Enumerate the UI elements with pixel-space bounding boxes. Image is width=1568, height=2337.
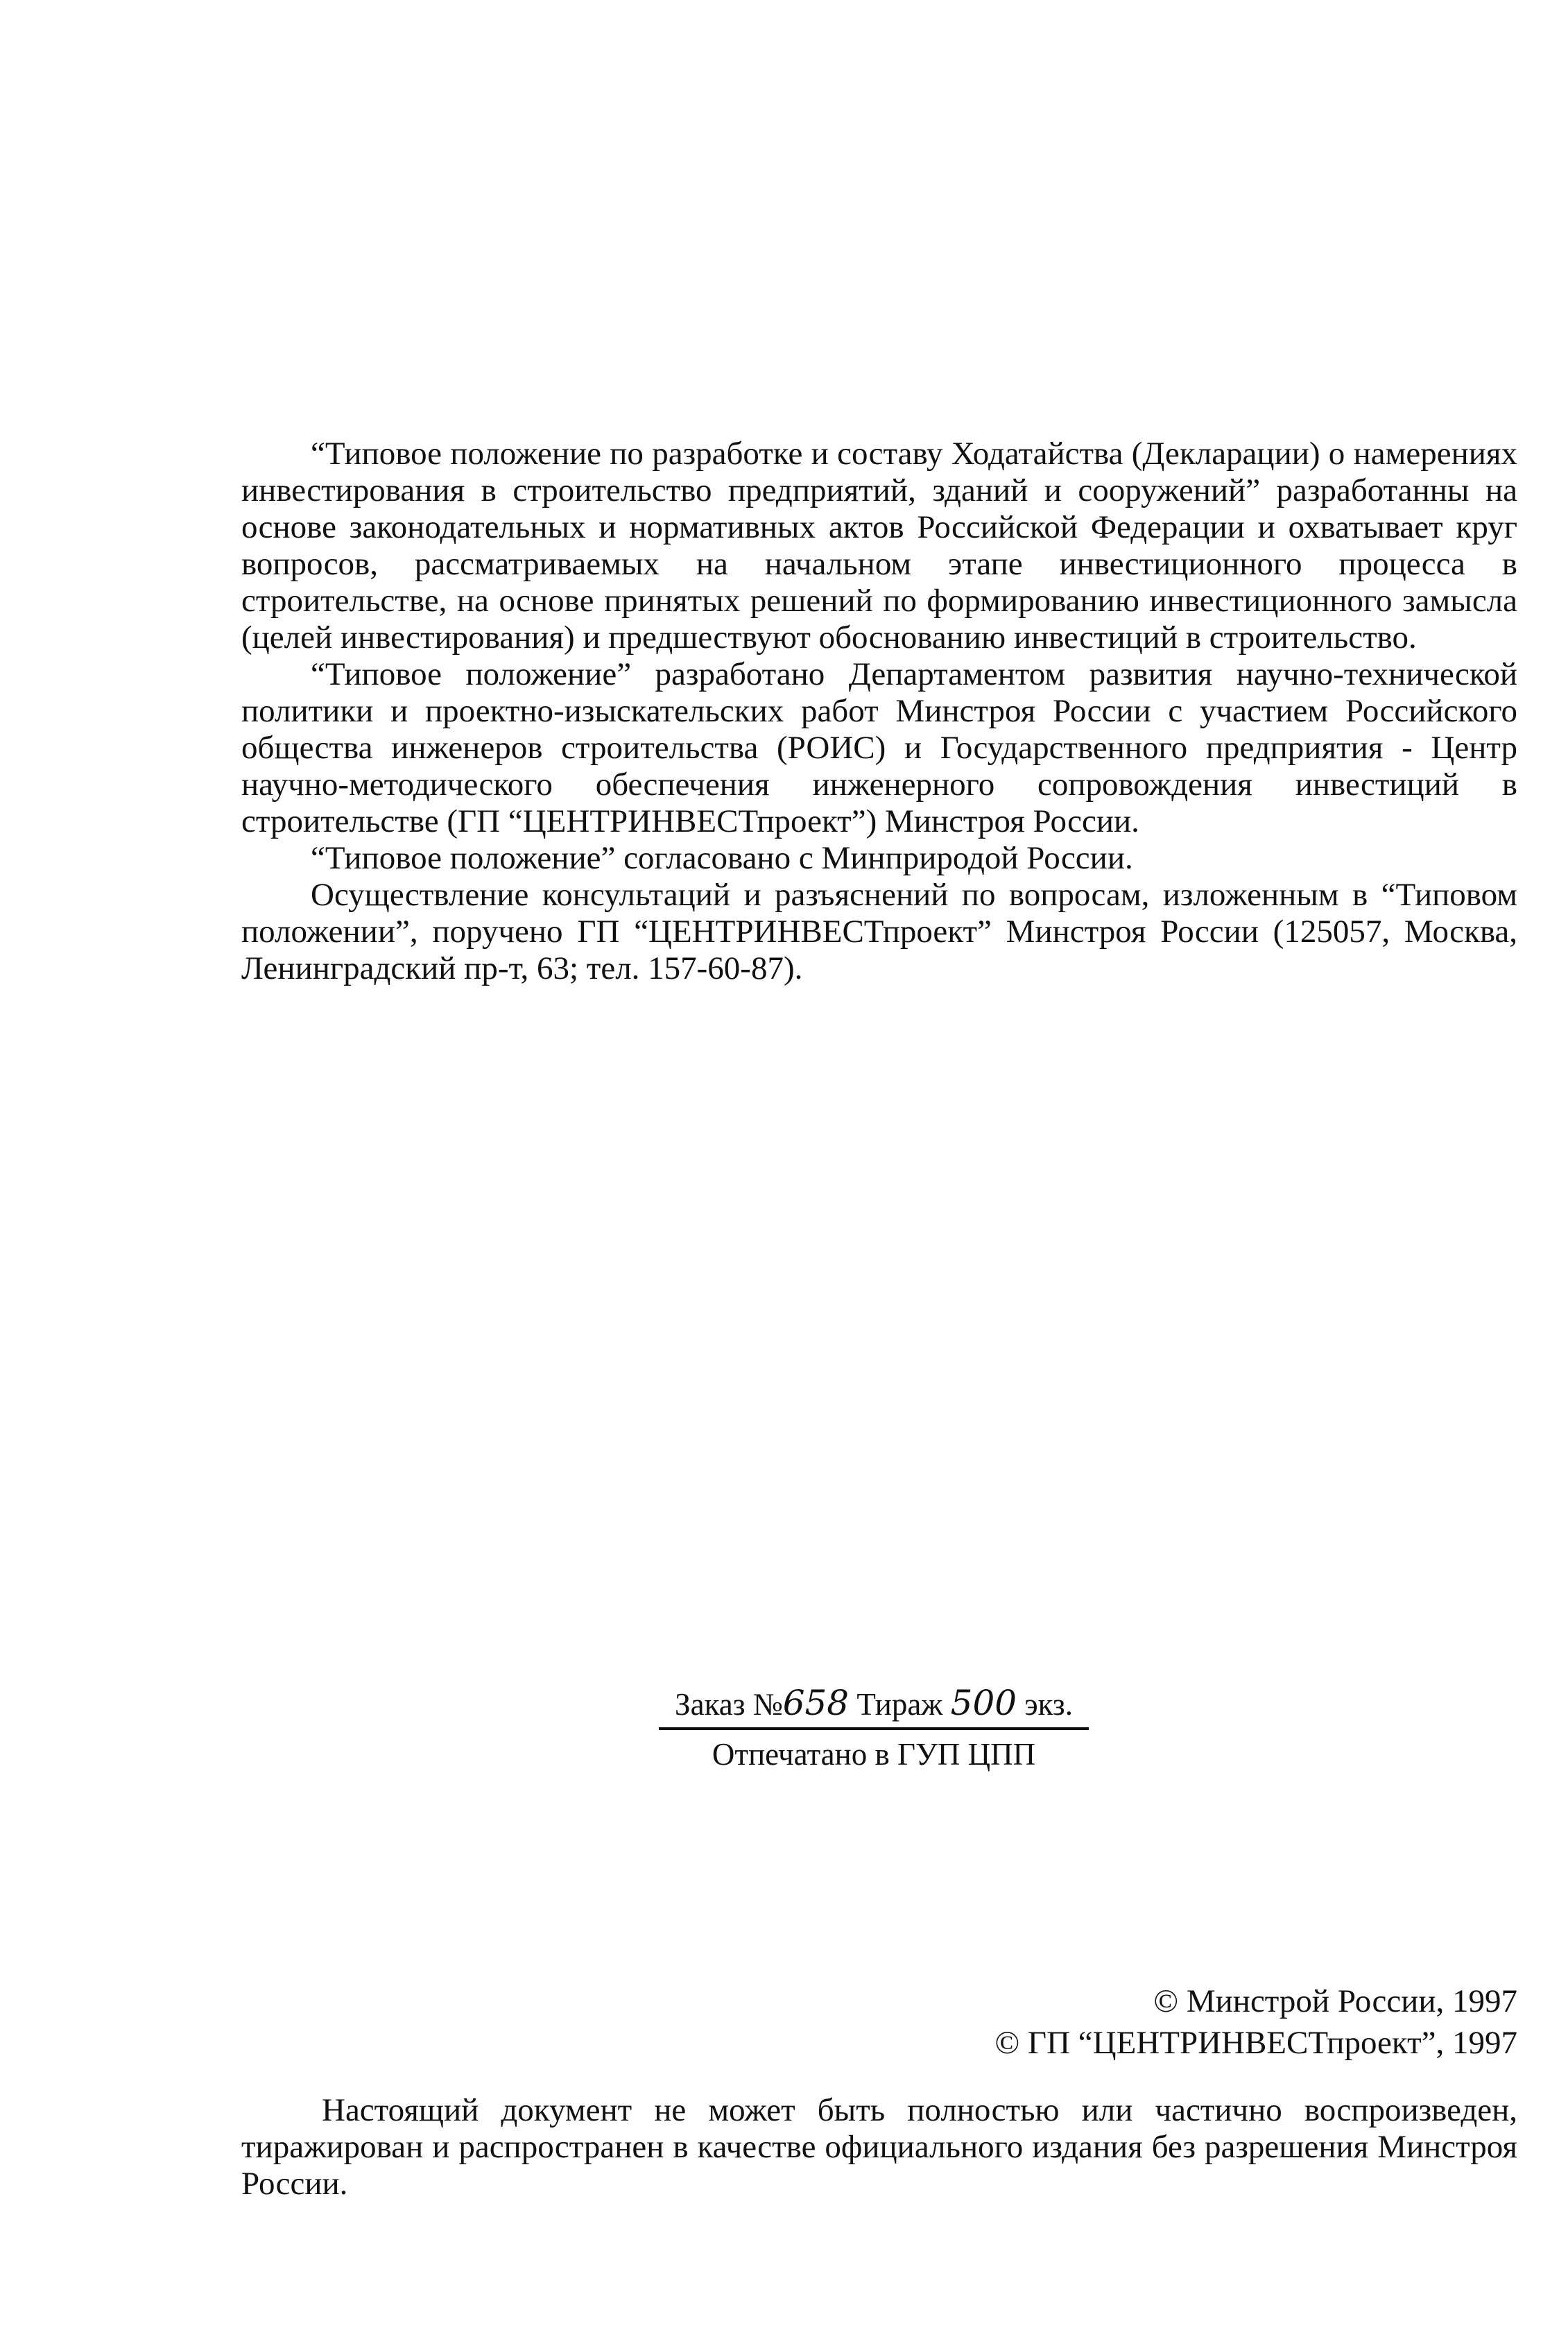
copyright-centrinvest: © ГП “ЦЕНТРИНВЕСТпроект”, 1997 [994,2025,1517,2061]
print-imprint [659,1684,1089,1773]
order-label: Заказ № [675,1687,783,1722]
paragraph-developers: “Типовое положение” разработано Департаментом развития научно-технической политики и проектно-изыскательских работ Минстроя России с участием Российского общества инженеров строительства (РОИС) и Государственного предприятия - Центр научно-методического обеспечения инженерного сопровождения инвестиций в строительстве (ГП “ЦЕНТРИНВЕСТпроект”) Минстроя России. [241,656,1517,839]
run-label: Тираж [856,1687,943,1722]
paragraph-consultations: Осуществление консультаций и разъяснений по вопросам, изложенным в “Типовом положении”, поручено ГП “ЦЕНТРИНВЕСТпроект” Минстроя России (125057, Москва, Ленинградский пр-т, 63; тел. 157-60-87). [241,877,1517,986]
main-text-block [241,436,1517,987]
copyright-ministry: © Минстрой России, 1997 [1153,1983,1517,2019]
reproduction-notice: Настоящий документ не может быть полностью или частично воспроизведен, тиражирован и распространен в качестве официального издания без разрешения Минстроя России. [241,2092,1517,2202]
printed-by: Отпечатано в ГУП ЦПП [712,1737,1036,1772]
run-number: 500 [950,1683,1017,1723]
paragraph-about: “Типовое положение по разработке и составу Ходатайства (Декларации) о намерениях инвестирования в строительство предприятий, зданий и сооружений” разработанны на основе законодательных и нормативных актов Российской Федерации и охватывает круг вопросов, рассматриваемых на начальном этапе инвестиционного процесса в строительстве, на основе принятых решений по формированию инвестиционного замысла (целей инвестирования) и предшествуют обоснованию инвестиций в строительство. [241,436,1517,656]
run-unit: экз. [1024,1687,1073,1722]
copyright-block [763,1980,1517,2064]
paragraph-approval: “Типовое положение” согласовано с Минприродой России. [311,840,1133,876]
order-line [659,1684,1089,1730]
order-number: 658 [782,1683,850,1723]
